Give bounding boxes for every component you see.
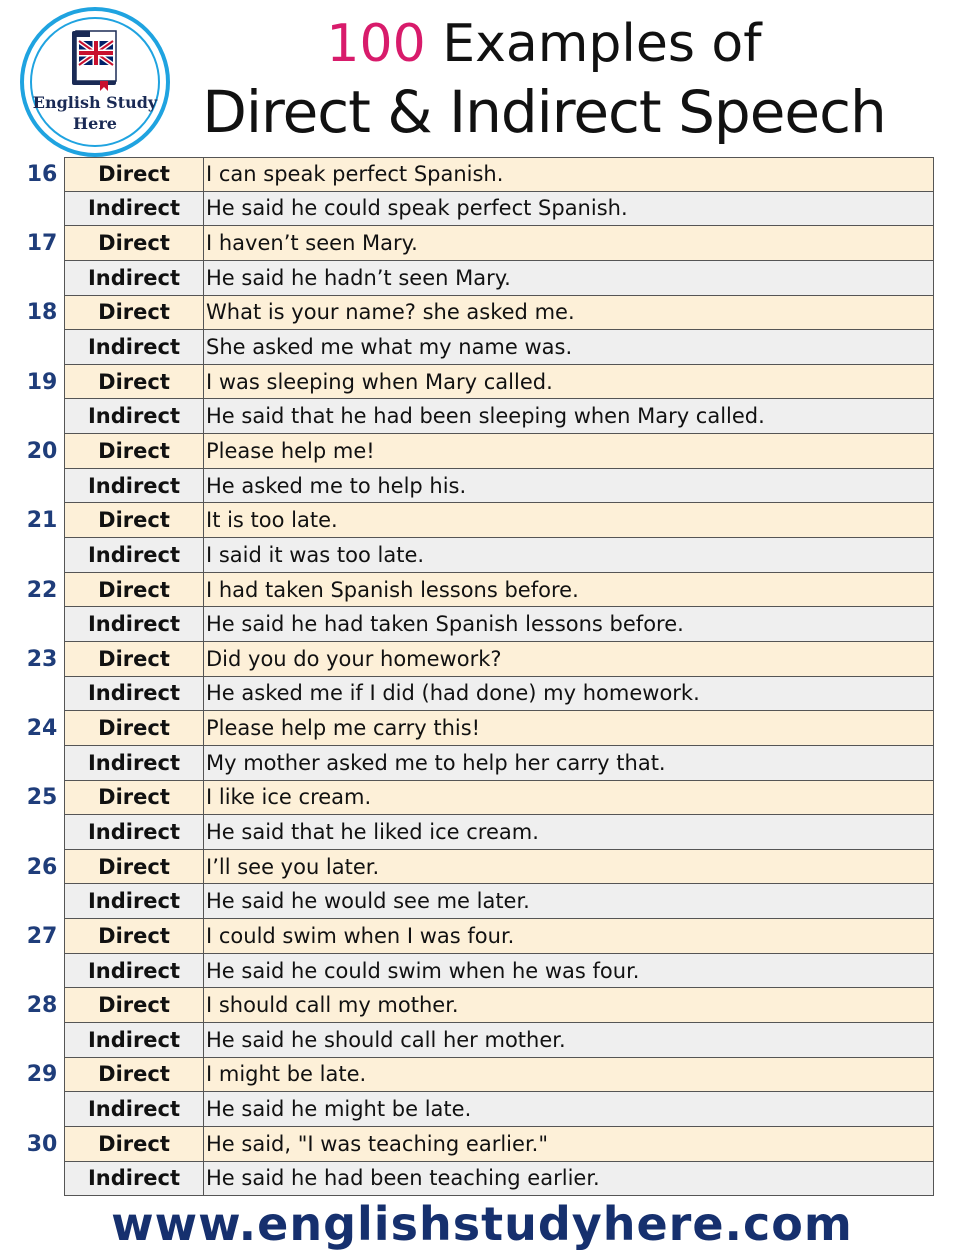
- indirect-label: Indirect: [64, 1092, 204, 1127]
- direct-label: Direct: [64, 1127, 204, 1162]
- example-number: [20, 954, 64, 989]
- book-flag-icon: [70, 29, 122, 91]
- direct-label: Direct: [64, 296, 204, 331]
- indirect-sentence: He said he had taken Spanish lessons before.: [204, 607, 934, 642]
- indirect-label: Indirect: [64, 1162, 204, 1197]
- example-number: 22: [26, 577, 58, 603]
- example-number: [20, 469, 64, 504]
- indirect-sentence: He said that he liked ice cream.: [204, 815, 934, 850]
- indirect-label: Indirect: [64, 330, 204, 365]
- example-number: 25: [26, 785, 58, 811]
- direct-label: Direct: [64, 157, 204, 192]
- indirect-label: Indirect: [64, 815, 204, 850]
- example-number: [20, 1023, 64, 1058]
- table-row: [20, 642, 934, 677]
- table-row: [20, 1023, 934, 1058]
- indirect-label: Indirect: [64, 192, 204, 227]
- direct-sentence: I had taken Spanish lessons before.: [204, 573, 934, 608]
- table-row: [20, 434, 934, 469]
- title-number: 100: [326, 14, 426, 74]
- example-number: 16: [26, 161, 58, 187]
- direct-label: Direct: [64, 573, 204, 608]
- direct-sentence: It is too late.: [204, 503, 934, 538]
- example-number: [20, 1162, 64, 1197]
- direct-sentence: I was sleeping when Mary called.: [204, 365, 934, 400]
- indirect-sentence: He said he could speak perfect Spanish.: [204, 192, 934, 227]
- indirect-sentence: He said he had been teaching earlier.: [204, 1162, 934, 1197]
- example-number: 19: [26, 369, 58, 395]
- example-number: 24: [26, 716, 58, 742]
- indirect-sentence: He said he might be late.: [204, 1092, 934, 1127]
- example-number: 30: [26, 1131, 58, 1157]
- table-row: [20, 469, 934, 504]
- example-number: 20: [26, 438, 58, 464]
- table-row: [20, 503, 934, 538]
- table-row: [20, 192, 934, 227]
- table-row: [20, 884, 934, 919]
- example-number: 28: [26, 993, 58, 1019]
- indirect-label: Indirect: [64, 399, 204, 434]
- table-row: [20, 919, 934, 954]
- direct-label: Direct: [64, 850, 204, 885]
- direct-label: Direct: [64, 781, 204, 816]
- logo-text-line2: Here: [73, 114, 117, 133]
- indirect-sentence: He said that he had been sleeping when Mary called.: [204, 399, 934, 434]
- example-number: [20, 746, 64, 781]
- table-row: [20, 399, 934, 434]
- indirect-sentence: He said he hadn’t seen Mary.: [204, 261, 934, 296]
- example-number: [20, 192, 64, 227]
- indirect-sentence: My mother asked me to help her carry that.: [204, 746, 934, 781]
- table-row: [20, 1162, 934, 1197]
- direct-label: Direct: [64, 226, 204, 261]
- table-row: [20, 365, 934, 400]
- example-number: 26: [26, 854, 58, 880]
- table-row: [20, 781, 934, 816]
- direct-sentence: Did you do your homework?: [204, 642, 934, 677]
- table-row: [20, 261, 934, 296]
- direct-sentence: I might be late.: [204, 1058, 934, 1093]
- example-number: 18: [26, 300, 58, 326]
- table-row: [20, 677, 934, 712]
- example-number: [20, 261, 64, 296]
- direct-sentence: I could swim when I was four.: [204, 919, 934, 954]
- example-number: [20, 815, 64, 850]
- example-number: 27: [26, 923, 58, 949]
- title-line-2: Direct & Indirect Speech: [202, 78, 886, 146]
- example-number: [20, 330, 64, 365]
- example-number: 21: [26, 508, 58, 534]
- direct-sentence: What is your name? she asked me.: [204, 296, 934, 331]
- direct-sentence: Please help me!: [204, 434, 934, 469]
- table-row: [20, 538, 934, 573]
- indirect-sentence: He asked me if I did (had done) my homework.: [204, 677, 934, 712]
- direct-label: Direct: [64, 365, 204, 400]
- example-number: [20, 677, 64, 712]
- direct-label: Direct: [64, 503, 204, 538]
- indirect-label: Indirect: [64, 884, 204, 919]
- indirect-label: Indirect: [64, 746, 204, 781]
- direct-label: Direct: [64, 711, 204, 746]
- indirect-sentence: He said he could swim when he was four.: [204, 954, 934, 989]
- table-row: [20, 330, 934, 365]
- direct-sentence: He said, "I was teaching earlier.": [204, 1127, 934, 1162]
- example-number: [20, 607, 64, 642]
- example-number: [20, 884, 64, 919]
- example-number: 23: [26, 646, 58, 672]
- direct-sentence: Please help me carry this!: [204, 711, 934, 746]
- table-row: [20, 226, 934, 261]
- indirect-label: Indirect: [64, 1023, 204, 1058]
- direct-sentence: I’ll see you later.: [204, 850, 934, 885]
- example-number: 29: [26, 1062, 58, 1088]
- page-title: [184, 12, 904, 148]
- example-number: 17: [26, 231, 58, 257]
- indirect-sentence: He said he should call her mother.: [204, 1023, 934, 1058]
- indirect-label: Indirect: [64, 677, 204, 712]
- direct-label: Direct: [64, 988, 204, 1023]
- indirect-sentence: He said he would see me later.: [204, 884, 934, 919]
- direct-sentence: I should call my mother.: [204, 988, 934, 1023]
- indirect-sentence: She asked me what my name was.: [204, 330, 934, 365]
- indirect-label: Indirect: [64, 261, 204, 296]
- table-row: [20, 296, 934, 331]
- title-line-1: [184, 12, 904, 76]
- title-line-1-text: Examples of: [425, 14, 762, 74]
- indirect-label: Indirect: [64, 469, 204, 504]
- indirect-sentence: I said it was too late.: [204, 538, 934, 573]
- table-row: [20, 1092, 934, 1127]
- direct-sentence: I can speak perfect Spanish.: [204, 157, 934, 192]
- site-logo: [20, 7, 170, 157]
- indirect-label: Indirect: [64, 607, 204, 642]
- indirect-label: Indirect: [64, 538, 204, 573]
- table-row: [20, 1058, 934, 1093]
- examples-table: [20, 157, 934, 1196]
- example-number: [20, 1092, 64, 1127]
- direct-sentence: I haven’t seen Mary.: [204, 226, 934, 261]
- direct-sentence: I like ice cream.: [204, 781, 934, 816]
- indirect-label: Indirect: [64, 954, 204, 989]
- table-row: [20, 607, 934, 642]
- example-number: [20, 399, 64, 434]
- direct-label: Direct: [64, 1058, 204, 1093]
- example-number: [20, 538, 64, 573]
- table-row: [20, 746, 934, 781]
- logo-text-line1: English Study: [32, 93, 158, 112]
- table-row: [20, 157, 934, 192]
- table-row: [20, 1127, 934, 1162]
- indirect-sentence: He asked me to help his.: [204, 469, 934, 504]
- website-url: www.englishstudyhere.com: [111, 1197, 853, 1251]
- table-row: [20, 850, 934, 885]
- table-row: [20, 815, 934, 850]
- direct-label: Direct: [64, 642, 204, 677]
- direct-label: Direct: [64, 434, 204, 469]
- table-row: [20, 573, 934, 608]
- table-row: [20, 988, 934, 1023]
- table-row: [20, 954, 934, 989]
- direct-label: Direct: [64, 919, 204, 954]
- table-row: [20, 711, 934, 746]
